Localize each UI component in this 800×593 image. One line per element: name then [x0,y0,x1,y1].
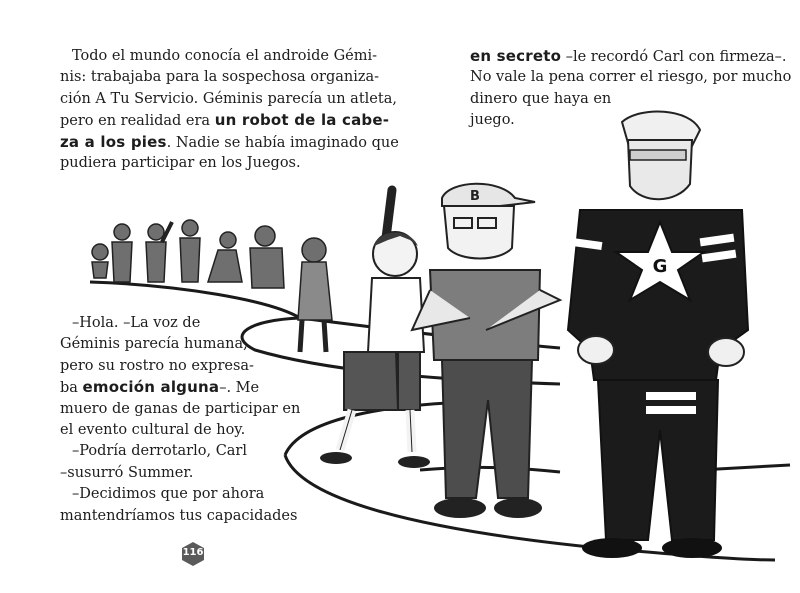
text-run: No vale la pena correr el riesgo, por mucho [470,69,792,86]
text-line [60,377,300,398]
text-run: pero su rostro no expresa- [60,357,254,374]
text-run: el evento cultural de hoy. [60,421,246,438]
bold-text-run: emoción alguna [82,378,220,397]
text-line [60,89,399,110]
text-run: –le recordó Carl con firmeza–. [561,49,787,65]
text-line [470,67,791,88]
text-run: juego. [470,112,515,129]
text-run: muero de ganas de participar en [60,400,301,417]
text-line [60,441,300,462]
bold-text-run: za a los pies [60,132,167,151]
text-line [60,313,300,334]
text-run: pudiera participar en los Juegos. [60,154,301,171]
bold-text-run: un robot de la cabe- [214,111,390,130]
text-run: –susurró Summer. [60,464,194,481]
text-run: dinero que haya en [470,90,612,107]
text-line [60,506,300,527]
text-run: ción A Tu Servicio. Géminis parecía un atleta, [60,90,397,107]
text-run: –Decidimos que por ahora [72,486,265,503]
paragraph-right-top [470,46,791,132]
text-line [60,484,300,505]
text-line [60,132,399,153]
text-line [470,89,791,110]
page-number: 116 [182,547,204,558]
bold-text-run: en secreto [470,47,562,65]
paragraph-left-bottom [60,313,300,527]
text-run: –. Me [219,380,260,397]
gemini-robot-character [568,112,748,558]
text-line [60,420,300,441]
text-run: Todo el mundo conocía el androide Gémi- [72,48,378,64]
text-line [60,463,300,484]
text-run: ba [60,380,83,397]
text-line [60,153,399,174]
text-run: –Podría derrotarlo, Carl [72,443,248,460]
text-line [60,67,399,88]
paragraph-left-top [60,46,399,174]
cap-logo: B [470,189,480,204]
text-line [60,334,300,355]
text-run: nis: trabajaba para la sospechosa organiza- [60,69,380,86]
text-run: . Nadie se había imaginado que [166,134,399,151]
text-line [60,356,300,377]
text-run: pero en realidad era [60,113,215,130]
text-line [60,399,300,420]
text-line [60,110,399,131]
chest-logo-letter: G [652,256,668,277]
text-run: –Hola. –La voz de [72,315,201,331]
text-line [470,46,791,67]
text-run: Géminis parecía humana, [60,336,248,353]
text-line [470,110,791,131]
page-number-badge [180,541,206,567]
text-line [60,46,399,67]
text-run: mantendríamos tus capacidades [60,507,298,524]
